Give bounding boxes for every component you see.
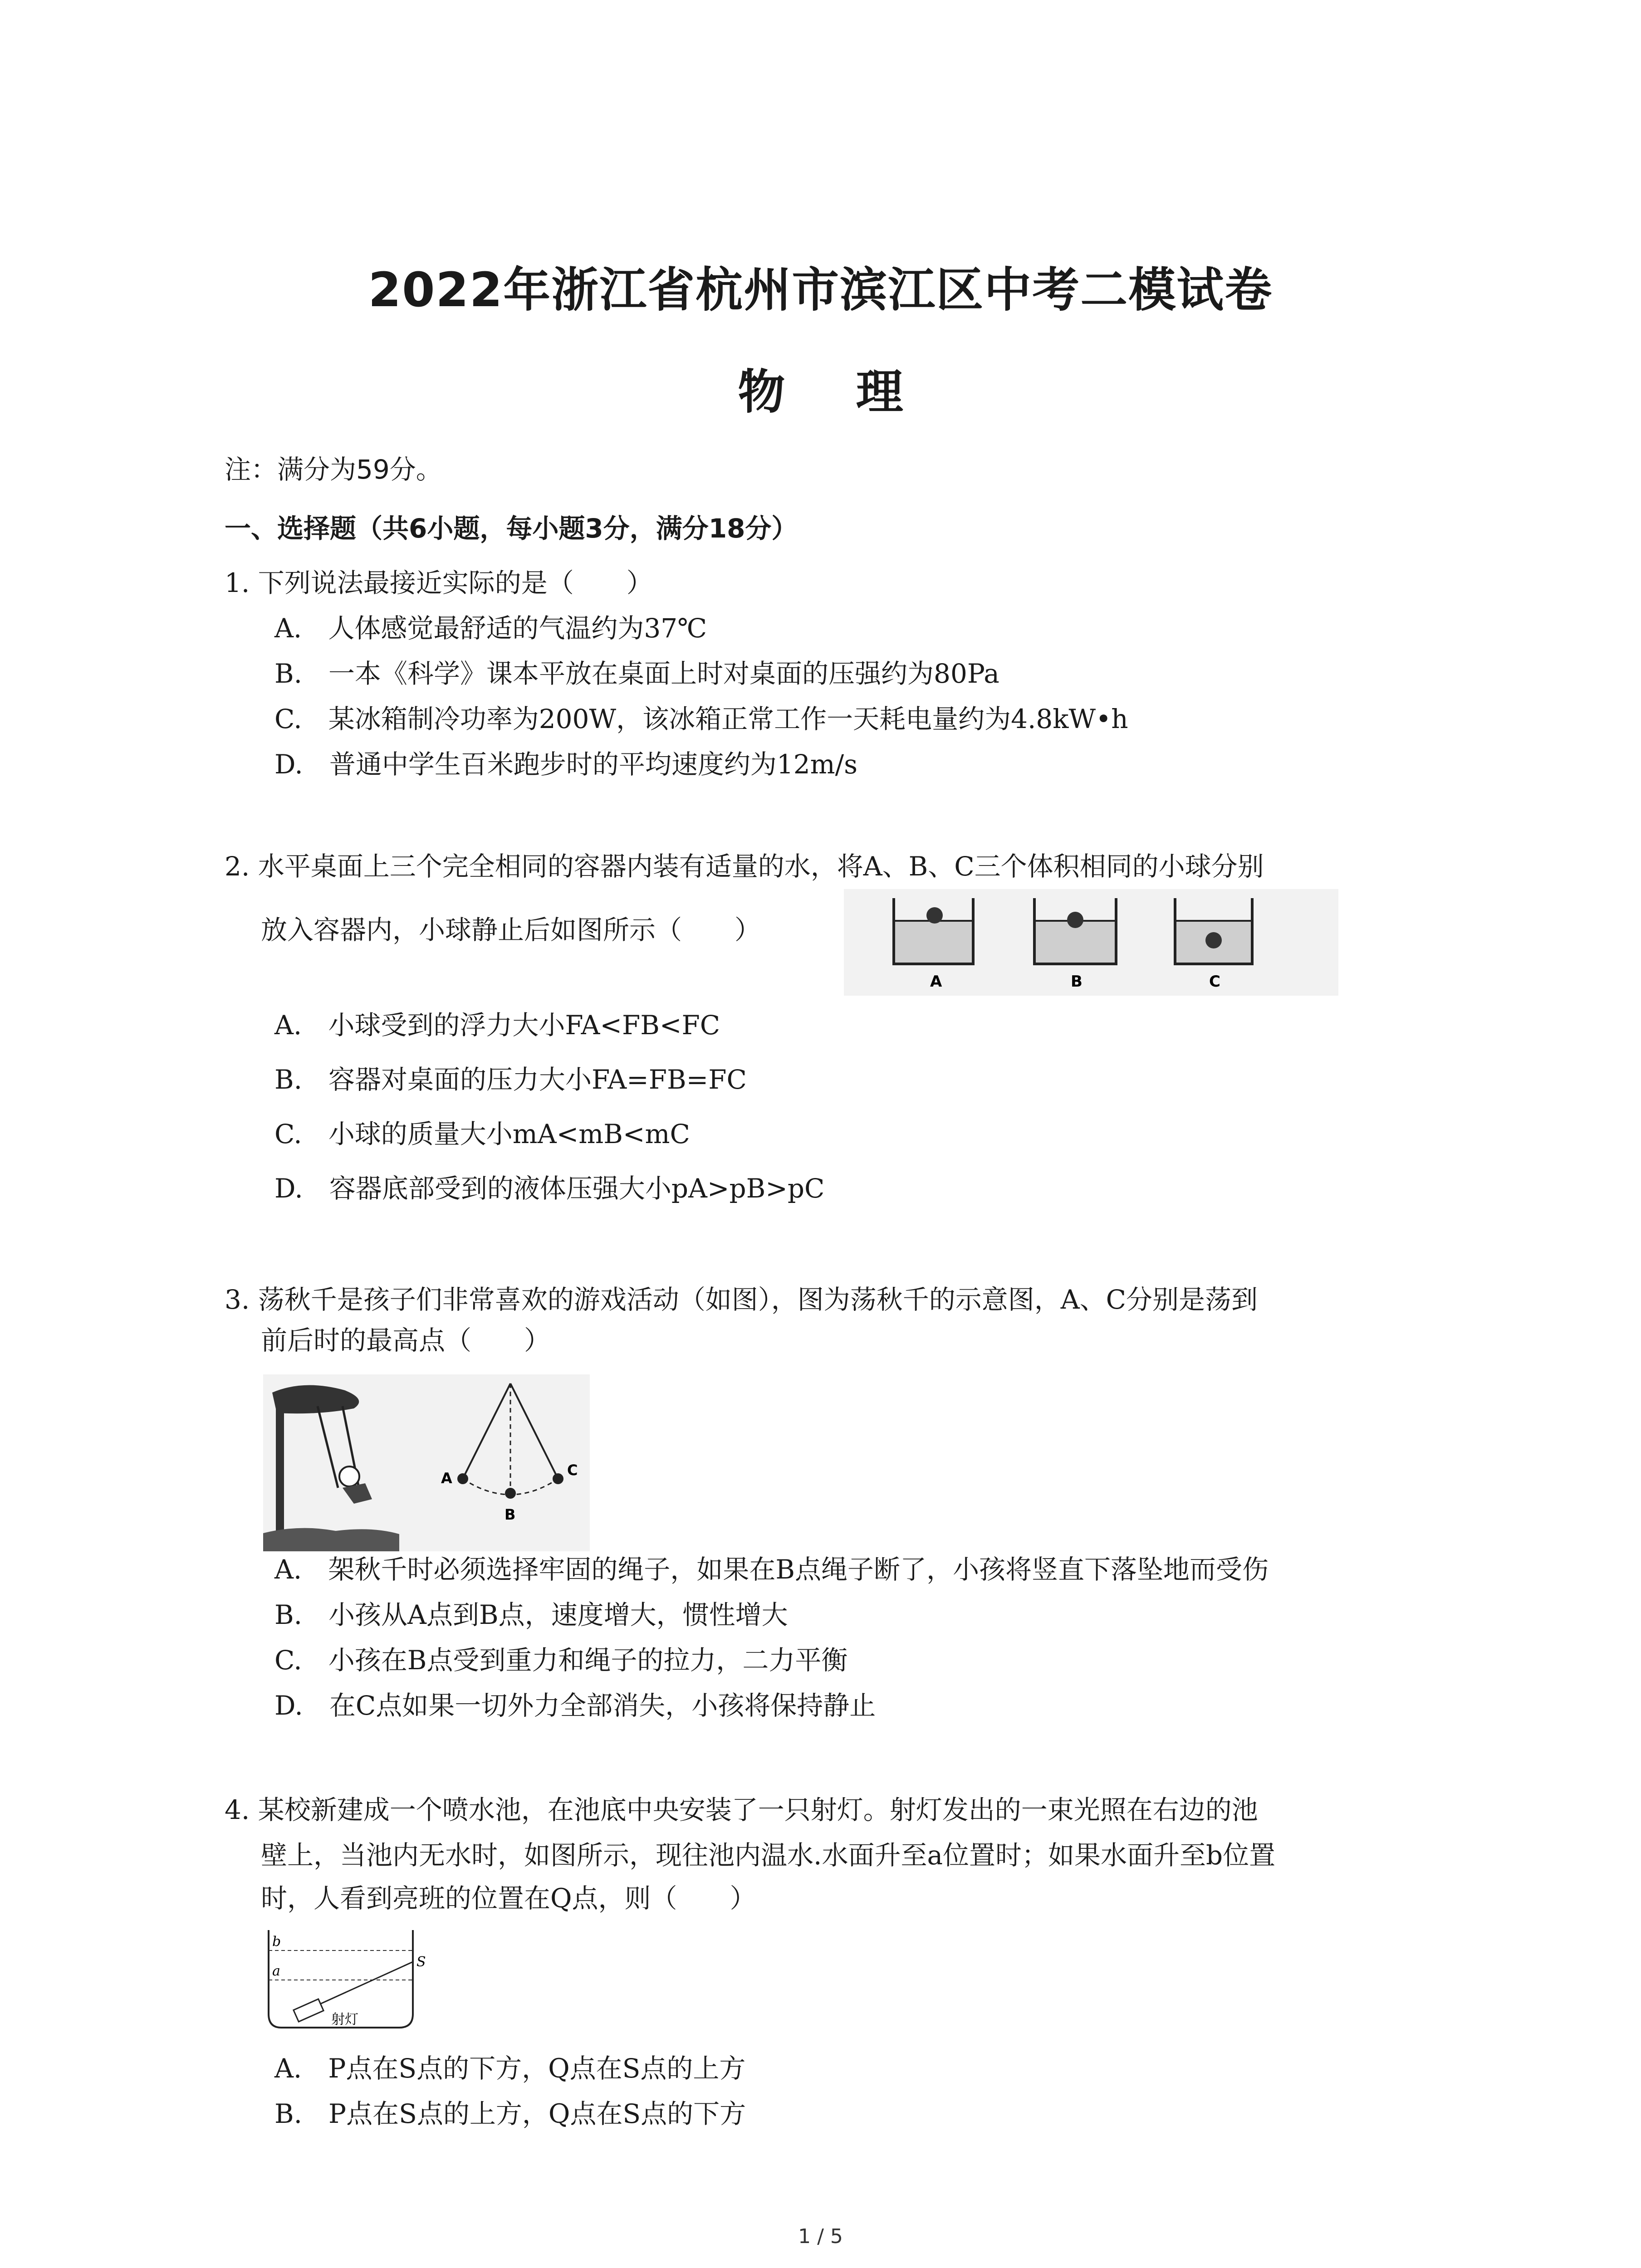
- q2-stem-line2: 放入容器内，小球静止后如图所示（ ）: [261, 914, 761, 945]
- fig4-label-b: b: [272, 1934, 281, 1950]
- fig4-label-a: a: [272, 1963, 280, 1979]
- q2-option-d: D. 容器底部受到的液体压强大小pA>pB>pC: [274, 1173, 825, 1204]
- q1-option-b: B. 一本《科学》课本平放在桌面上时对桌面的压强约为80Pa: [274, 658, 999, 689]
- q4-option-a: A. P点在S点的下方，Q点在S点的上方: [274, 2053, 746, 2084]
- q3-option-c: C. 小孩在B点受到重力和绳子的拉力，二力平衡: [274, 1645, 848, 1676]
- score-note: 注：满分为59分。: [225, 454, 442, 485]
- q2-option-b: B. 容器对桌面的压力大小FA=FB=FC: [274, 1064, 747, 1095]
- fig3-label-a: A: [441, 1470, 452, 1487]
- q4-stem-line2: 壁上，当池内无水时，如图所示，现往池内温水.水面升至a位置时；如果水面升至b位置: [261, 1840, 1276, 1871]
- q4-stem-line3: 时，人看到亮班的位置在Q点，则（ ）: [261, 1883, 756, 1914]
- q1-stem: 1. 下列说法最接近实际的是（ ）: [225, 567, 653, 598]
- q4-stem-line1: 4. 某校新建成一个喷水池，在池底中央安装了一只射灯。射灯发出的一束光照在右边的池: [225, 1794, 1258, 1825]
- fountain-figure: [263, 1928, 426, 2032]
- section-heading: 一、选择题（共6小题，每小题3分，满分18分）: [225, 513, 798, 544]
- q3-option-d: D. 在C点如果一切外力全部消失，小孩将保持静止: [274, 1690, 876, 1721]
- q2-stem-line1: 2. 水平桌面上三个完全相同的容器内装有适量的水，将A、B、C三个体积相同的小球分别: [225, 851, 1264, 882]
- containers-figure: [844, 889, 1338, 996]
- q3-stem-line1: 3. 荡秋千是孩子们非常喜欢的游戏活动（如图），图为荡秋千的示意图，A、C分别是荡到: [225, 1284, 1258, 1315]
- fig4-label-s: S: [416, 1954, 426, 1970]
- fig3-label-c: C: [567, 1461, 578, 1479]
- subject-title: 物 理: [738, 364, 931, 420]
- fig2-label-b: B: [1071, 973, 1083, 991]
- exam-title: 2022年浙江省杭州市滨江区中考二模试卷: [368, 262, 1273, 318]
- q3-option-a: A. 架秋千时必须选择牢固的绳子，如果在B点绳子断了，小孩将竖直下落坠地而受伤: [274, 1554, 1269, 1585]
- q2-option-a: A. 小球受到的浮力大小FA<FB<FC: [274, 1010, 720, 1041]
- swing-figure: [263, 1374, 590, 1551]
- q1-option-a: A. 人体感觉最舒适的气温约为37℃: [274, 613, 707, 644]
- q4-option-b: B. P点在S点的上方，Q点在S点的下方: [274, 2098, 746, 2129]
- fig2-label-a: A: [930, 973, 942, 991]
- q2-option-c: C. 小球的质量大小mA<mB<mC: [274, 1119, 690, 1149]
- page-number: 1 / 5: [798, 2225, 843, 2248]
- fig3-label-b: B: [505, 1506, 516, 1523]
- fig2-label-c: C: [1209, 973, 1220, 991]
- q3-stem-line2: 前后时的最高点（ ）: [261, 1325, 551, 1356]
- q3-option-b: B. 小孩从A点到B点，速度增大，惯性增大: [274, 1599, 788, 1630]
- q1-option-c: C. 某冰箱制冷功率为200W，该冰箱正常工作一天耗电量约为4.8kW•h: [274, 704, 1128, 734]
- fig4-label-lamp: 射灯: [331, 2012, 358, 2028]
- q1-option-d: D. 普通中学生百米跑步时的平均速度约为12m/s: [274, 749, 857, 780]
